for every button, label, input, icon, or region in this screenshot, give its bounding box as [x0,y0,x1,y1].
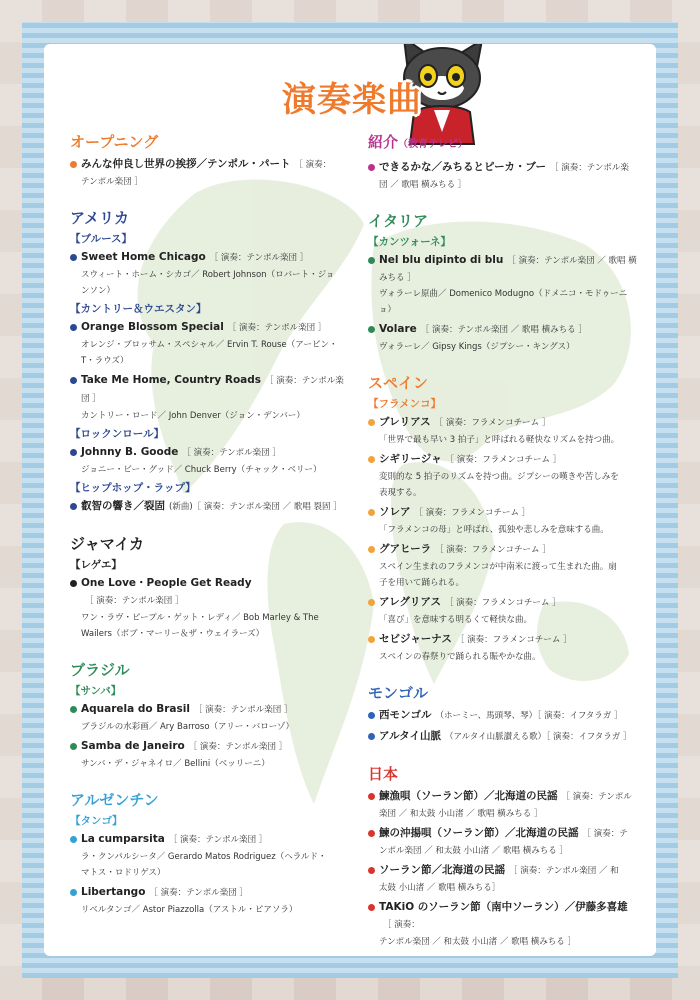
item-desc: ヴォラーレ原曲／ Domenico Modugno（ドメニコ・モドゥーニョ） [379,289,628,315]
performer: ［ 演奏：テンポル楽団 ］ [81,376,344,404]
section-title: イタリア [368,212,429,230]
song-title: できるかな／みちるとピーカ・ブー [379,161,547,173]
list-item [368,825,640,859]
section-intro [368,132,640,193]
bullet-icon [70,254,77,261]
item-desc: ンポル楽団 ／ 和太鼓 小山渚 ／ 歌唱 横みちる ］ [379,846,568,856]
item-desc: スウィート・ホーム・シカゴ／ Robert Johnson（ロバート・ジョ [81,270,335,280]
genre-label: 【カンツォーネ】 [368,236,452,248]
song-title: TAKiO のソーラン節（南中ソーラン）／伊藤多喜雄 [379,901,628,913]
item-desc: カントリー・ロード／ John Denver（ジョン・デンバー） [81,411,305,421]
bullet-icon [70,377,77,384]
performer: ［ 演奏：テンポル楽団 ］ [227,323,327,333]
header [272,68,432,120]
section-jamaica [70,534,350,642]
item-desc: 表現する。 [379,488,422,498]
section-title: アルゼンチン [70,791,159,809]
right-column [368,132,640,956]
item-desc: サンバ・デ・ジャネイロ／ Bellini（ベッリーニ） [81,759,270,769]
section-brazil [70,660,350,772]
bullet-icon [70,836,77,843]
bullet-icon [368,636,375,643]
song-title: Sweet Home Chicago [81,251,206,263]
item-desc: 団 ／ 歌唱 横みちる ］ [379,180,467,190]
genre-label: 【ヒップホップ・ラップ】 [70,482,196,494]
bullet-icon [368,712,375,719]
song-title: シギリージャ [379,453,442,465]
list-item [70,444,350,478]
item-desc: 「喜び」を意味する明るくて軽快な曲。 [379,615,533,625]
song-title: セビジャーナス [379,633,452,645]
performer: ［ 演奏：テンポル楽団 ］ [149,888,248,898]
song-title: 西モンゴル [379,709,432,721]
bullet-icon [70,743,77,750]
list-item [368,788,640,822]
bullet-icon [368,546,375,553]
song-title: 鰊の沖揚唄（ソーラン節）／北海道の民謡 [379,827,579,839]
performer: ［ 演奏：フラメンコチーム ］ [445,455,562,465]
bullet-icon [70,580,77,587]
item-desc: 変則的な 5 拍子のリズムを持つ曲。ジプシーの嘆きや苦しみを [379,472,619,482]
item-desc: リベルタンゴ／ Astor Piazzolla（アストル・ピアソラ） [81,905,298,915]
section-title: ブラジル [70,661,130,679]
item-desc: ヴォラーレ／ Gipsy Kings（ジプシー・キングス） [379,342,575,352]
bullet-icon [70,324,77,331]
genre-label: 【フラメンコ】 [368,398,442,410]
list-item [368,159,640,193]
list-item [368,899,640,950]
song-title: アルタイ山脈 [379,730,441,742]
song-title: Take Me Home, Country Roads [81,374,262,386]
song-title: Aquarela do Brasil [81,703,190,715]
song-title: アレグリアス [379,596,441,608]
performer: ［ 演奏：テンポル楽団 ］ [168,835,268,845]
item-desc: 「世界で最も早い 3 拍子」と呼ばれる軽快なリズムを持つ曲。 [379,435,620,445]
bullet-icon [368,830,375,837]
section-title: ジャマイカ [70,535,144,553]
song-title: Nel blu dipinto di blu [379,254,504,266]
performer: ［ 演奏： [383,920,420,930]
section-title-note: （教育テレビ） [398,139,468,150]
performer: ［ 演奏：フラメンコチーム ］ [435,545,551,555]
song-title: ソーラン節／北海道の民謡 [379,864,505,876]
song-title: グアヒーラ [379,543,432,555]
genre-label: 【カントリー＆ウエスタン】 [70,303,207,315]
bullet-icon [368,733,375,740]
item-desc: Wailers（ボブ・マーリー＆ザ・ウェイラーズ） [81,629,265,639]
item-desc: ワン・ラヴ・ピープル・ゲット・レディ／ Bob Marley & The [81,613,319,623]
bullet-icon [70,889,77,896]
bullet-icon [70,503,77,510]
song-title: 鰊漁唄（ソーラン節）／北海道の民謡 [379,790,558,802]
bullet-icon [368,904,375,911]
item-desc: ブラジルの水彩画／ Ary Barroso（アリー・バローゾ） [81,722,294,732]
section-title: スペイン [368,374,429,392]
item-desc: オレンジ・ブロッサム・スペシャル／ Ervin T. Rouse（アービン・ [81,340,338,350]
item-desc: マトス・ロドリゲス） [81,868,166,878]
performer: ［ 演奏：テンポル楽 [550,163,629,173]
performer: ［ 演奏：テンポル [561,792,632,802]
performer: ［ 演奏：テンポル楽団 ／ 和 [509,866,619,876]
performer: ［ 演奏：テ [582,829,628,839]
list-item [70,738,350,772]
item-desc: ンソン） [81,286,116,296]
section-title-main: 紹介 [368,133,399,151]
bullet-icon [368,164,375,171]
list-item [70,498,350,516]
list-item [368,414,640,448]
section-america [70,208,350,516]
bullet-icon [368,456,375,463]
section-title: 日本 [368,765,399,783]
list-item [70,831,350,881]
section-title [368,132,640,155]
song-title: Orange Blossom Special [81,321,224,333]
song-title: Johnny B. Goode [81,446,179,458]
performer: ［ 演奏：テンポル楽団 ］ [209,253,309,263]
item-desc: 「フラメンコの母」と呼ばれ、孤独や悲しみを意味する曲。 [379,525,609,535]
list-item [368,321,640,355]
song-title: ソレア [379,506,411,518]
section-title: アメリカ [70,209,129,227]
song-title: La cumparsita [81,833,165,845]
song-title: ブレリアス [379,416,431,428]
list-item [368,541,640,591]
section-japan [368,764,640,950]
genre-label: 【レゲエ】 [70,559,122,571]
bullet-icon [368,509,375,516]
list-item [70,884,350,918]
genre-label: 【ブルース】 [70,233,133,245]
section-mongol [368,683,640,746]
performer: ［ 演奏：フラメンコチーム ］ [414,508,531,518]
genre-label: 【タンゴ】 [70,815,123,827]
list-item [368,631,640,665]
song-title: Libertango [81,886,146,898]
performer: （アルタイ山脈讃える歌）［ 演奏：イフタラガ ］ [444,732,632,742]
item-desc: T・ラウズ） [81,356,129,366]
list-item [368,451,640,501]
list-item [368,707,640,725]
bullet-icon [368,326,375,333]
program-sheet [44,44,656,956]
list-item [368,594,640,628]
list-item [368,504,640,538]
section-title: モンゴル [368,684,429,702]
section-spain [368,373,640,665]
bullet-icon [368,419,375,426]
performer: ［ 演奏：テンポル楽団 ］ [182,448,281,458]
song-title: 叡智の響き／裂固 [81,500,165,512]
page-title: 演奏楽曲 [282,80,422,120]
song-title: Volare [379,323,417,335]
bullet-icon [368,793,375,800]
list-item [368,252,640,318]
performer: ［ 演奏：テンポル楽団 ］ [188,742,288,752]
performer: (新曲)［ 演奏：テンポル楽団 ／ 歌唱 裂固 ］ [169,502,342,512]
performer: ［ 演奏： [294,160,332,170]
item-desc: テンポル楽団 ］ [81,177,143,187]
performer: ［ 演奏：フラメンコチーム ］ [444,598,561,608]
performer: ［ 演奏：フラメンコチーム ］ [434,418,551,428]
performer: ［ 演奏：テンポル楽団 ／ 歌唱 横 [507,256,637,266]
bullet-icon [70,706,77,713]
performer: ［ 演奏：フラメンコチーム ］ [455,635,572,645]
song-title: みんな仲良し世界の挨拶／テンポル・パート [81,158,291,170]
song-title: Samba de Janeiro [81,740,185,752]
list-item [70,575,350,642]
list-item [70,372,350,424]
list-item [368,728,640,746]
item-desc: みちる ］ [379,273,416,283]
list-item [70,701,350,735]
performer: （ホーミー、馬頭琴、琴）［ 演奏：イフタラガ ］ [435,711,623,721]
song-title: One Love・People Get Ready [81,577,252,589]
list-item [70,249,350,299]
list-item [368,862,640,896]
genre-label: 【ロックンロール】 [70,428,165,440]
section-opening [70,132,350,190]
item-desc: 太鼓 小山渚 ／ 歌唱 横みちる］ [379,883,501,893]
bullet-icon [70,449,77,456]
item-desc: 楽団 ／ 和太鼓 小山渚 ／ 歌唱 横みちる ］ [379,809,543,819]
item-desc: スペインの春祭りで踊られる賑やかな曲。 [379,652,541,662]
item-desc: スペイン生まれのフラメンコが中南米に渡って生まれた曲。扇 [379,562,617,572]
bullet-icon [368,257,375,264]
performer: ［ 演奏：テンポル楽団 ］ [193,705,293,715]
bullet-icon [368,867,375,874]
bullet-icon [368,599,375,606]
section-title: オープニング [70,133,159,151]
list-item [70,156,350,190]
left-column [70,132,350,936]
bullet-icon [70,161,77,168]
performer: ［ 演奏：テンポル楽団 ／ 歌唱 横みちる ］ [420,325,587,335]
performer: ［ 演奏：テンポル楽団 ］ [85,596,184,606]
item-desc: 子を用いて踊られる。 [379,578,465,588]
item-desc: テンポル楽団 ／ 和太鼓 小山渚 ／ 歌唱 横みちる ］ [379,937,576,947]
genre-label: 【サンバ】 [70,685,122,697]
item-desc: ジョニー・ビー・グッド／ Chuck Berry（チャック・ベリー） [81,465,322,475]
section-italy [368,211,640,355]
item-desc: ラ・クンパルシータ／ Gerardo Matos Rodriguez（ヘラルド・ [81,852,327,862]
section-argentina [70,790,350,918]
list-item [70,319,350,369]
